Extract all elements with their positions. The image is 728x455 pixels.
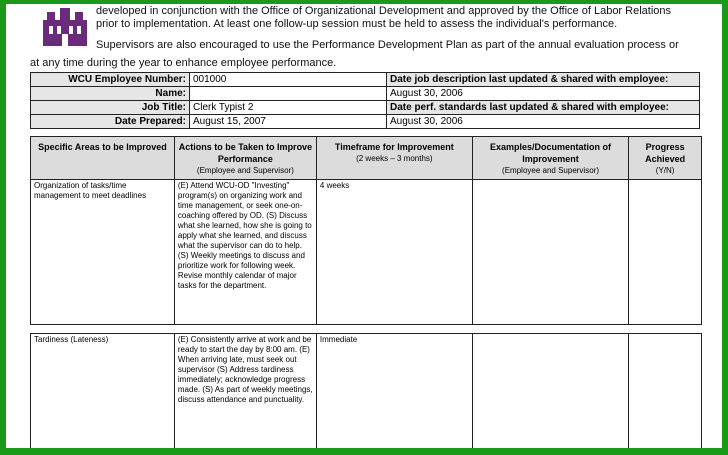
name-label: Name: — [31, 87, 190, 101]
name-value — [190, 87, 387, 101]
row-examples — [472, 180, 629, 325]
row-spacer — [31, 325, 702, 334]
university-building-logo-icon — [39, 6, 91, 48]
intro-line-3: Supervisors are also encouraged to use the Performance Development Plan as part of the annual evaluation process or — [96, 39, 679, 51]
header-timeframe: Timeframe for Improvement (2 weeks – 3 months) — [316, 137, 472, 180]
row-area: Tardiness (Lateness) — [31, 334, 175, 449]
employee-info-table — [30, 72, 700, 129]
row-progress — [629, 180, 702, 325]
employee-number-value: 001000 — [190, 73, 387, 87]
employee-number-label: WCU Employee Number: — [31, 73, 190, 87]
header-areas: Specific Areas to be Improved — [31, 137, 175, 180]
job-title-label: Job Title: — [31, 101, 190, 115]
performance-standards-date-label: Date perf. standards last updated & shared with employee: — [387, 101, 700, 115]
row-area: Organization of tasks/time management to meet deadlines — [31, 180, 175, 325]
improvement-plan-table — [30, 136, 702, 448]
intro-line-2: prior to implementation. At least one follow-up session must be held to assess the individual's performance. — [96, 18, 618, 30]
intro-line-4: at any time during the year to enhance employee performance. — [30, 57, 337, 69]
row-actions: (E) Consistently arrive at work and be ready to start the day by 8:00 am. (E) When arriving late, must seek out supervisor (S) Address tardiness immediately; acknowledge progress made. (S) As part of weekly meetings, discuss attendance and punctuality. — [174, 334, 316, 449]
intro-line-1: developed in conjunction with the Office of Organizational Development and approved by the Office of Labor Relations — [96, 5, 672, 17]
date-prepared-value: August 15, 2007 — [190, 115, 387, 129]
job-title-value: Clerk Typist 2 — [190, 101, 387, 115]
header-actions: Actions to be Taken to Improve Performance (Employee and Supervisor) — [174, 137, 316, 180]
table-row — [31, 334, 702, 449]
plan-header-row — [31, 137, 702, 180]
row-timeframe: 4 weeks — [316, 180, 472, 325]
header-progress: Progress Achieved (Y/N) — [629, 137, 702, 180]
date-prepared-label: Date Prepared: — [31, 115, 190, 129]
row-progress — [629, 334, 702, 449]
job-description-date-label: Date job description last updated & shared with employee: — [387, 73, 700, 87]
job-description-date-value: August 30, 2006 — [387, 87, 700, 101]
row-actions: (E) Attend WCU-OD "Investing" program(s) on organizing work and time management, or seek one-on-coaching offered by OD. (S) Discuss what she learned, how she is going to apply what she learned, and discuss what the supervisor can do to help. (S) Weekly meetings to discuss and prioritize work for following week. Revise monthly calendar of major tasks for the department. — [174, 180, 316, 325]
intro-paragraphs — [96, 5, 706, 52]
document-page — [6, 4, 722, 448]
performance-standards-date-value: August 30, 2006 — [387, 115, 700, 129]
row-examples — [472, 334, 629, 449]
row-timeframe: Immediate — [316, 334, 472, 449]
table-row — [31, 180, 702, 325]
header-examples: Examples/Documentation of Improvement (Employee and Supervisor) — [472, 137, 629, 180]
